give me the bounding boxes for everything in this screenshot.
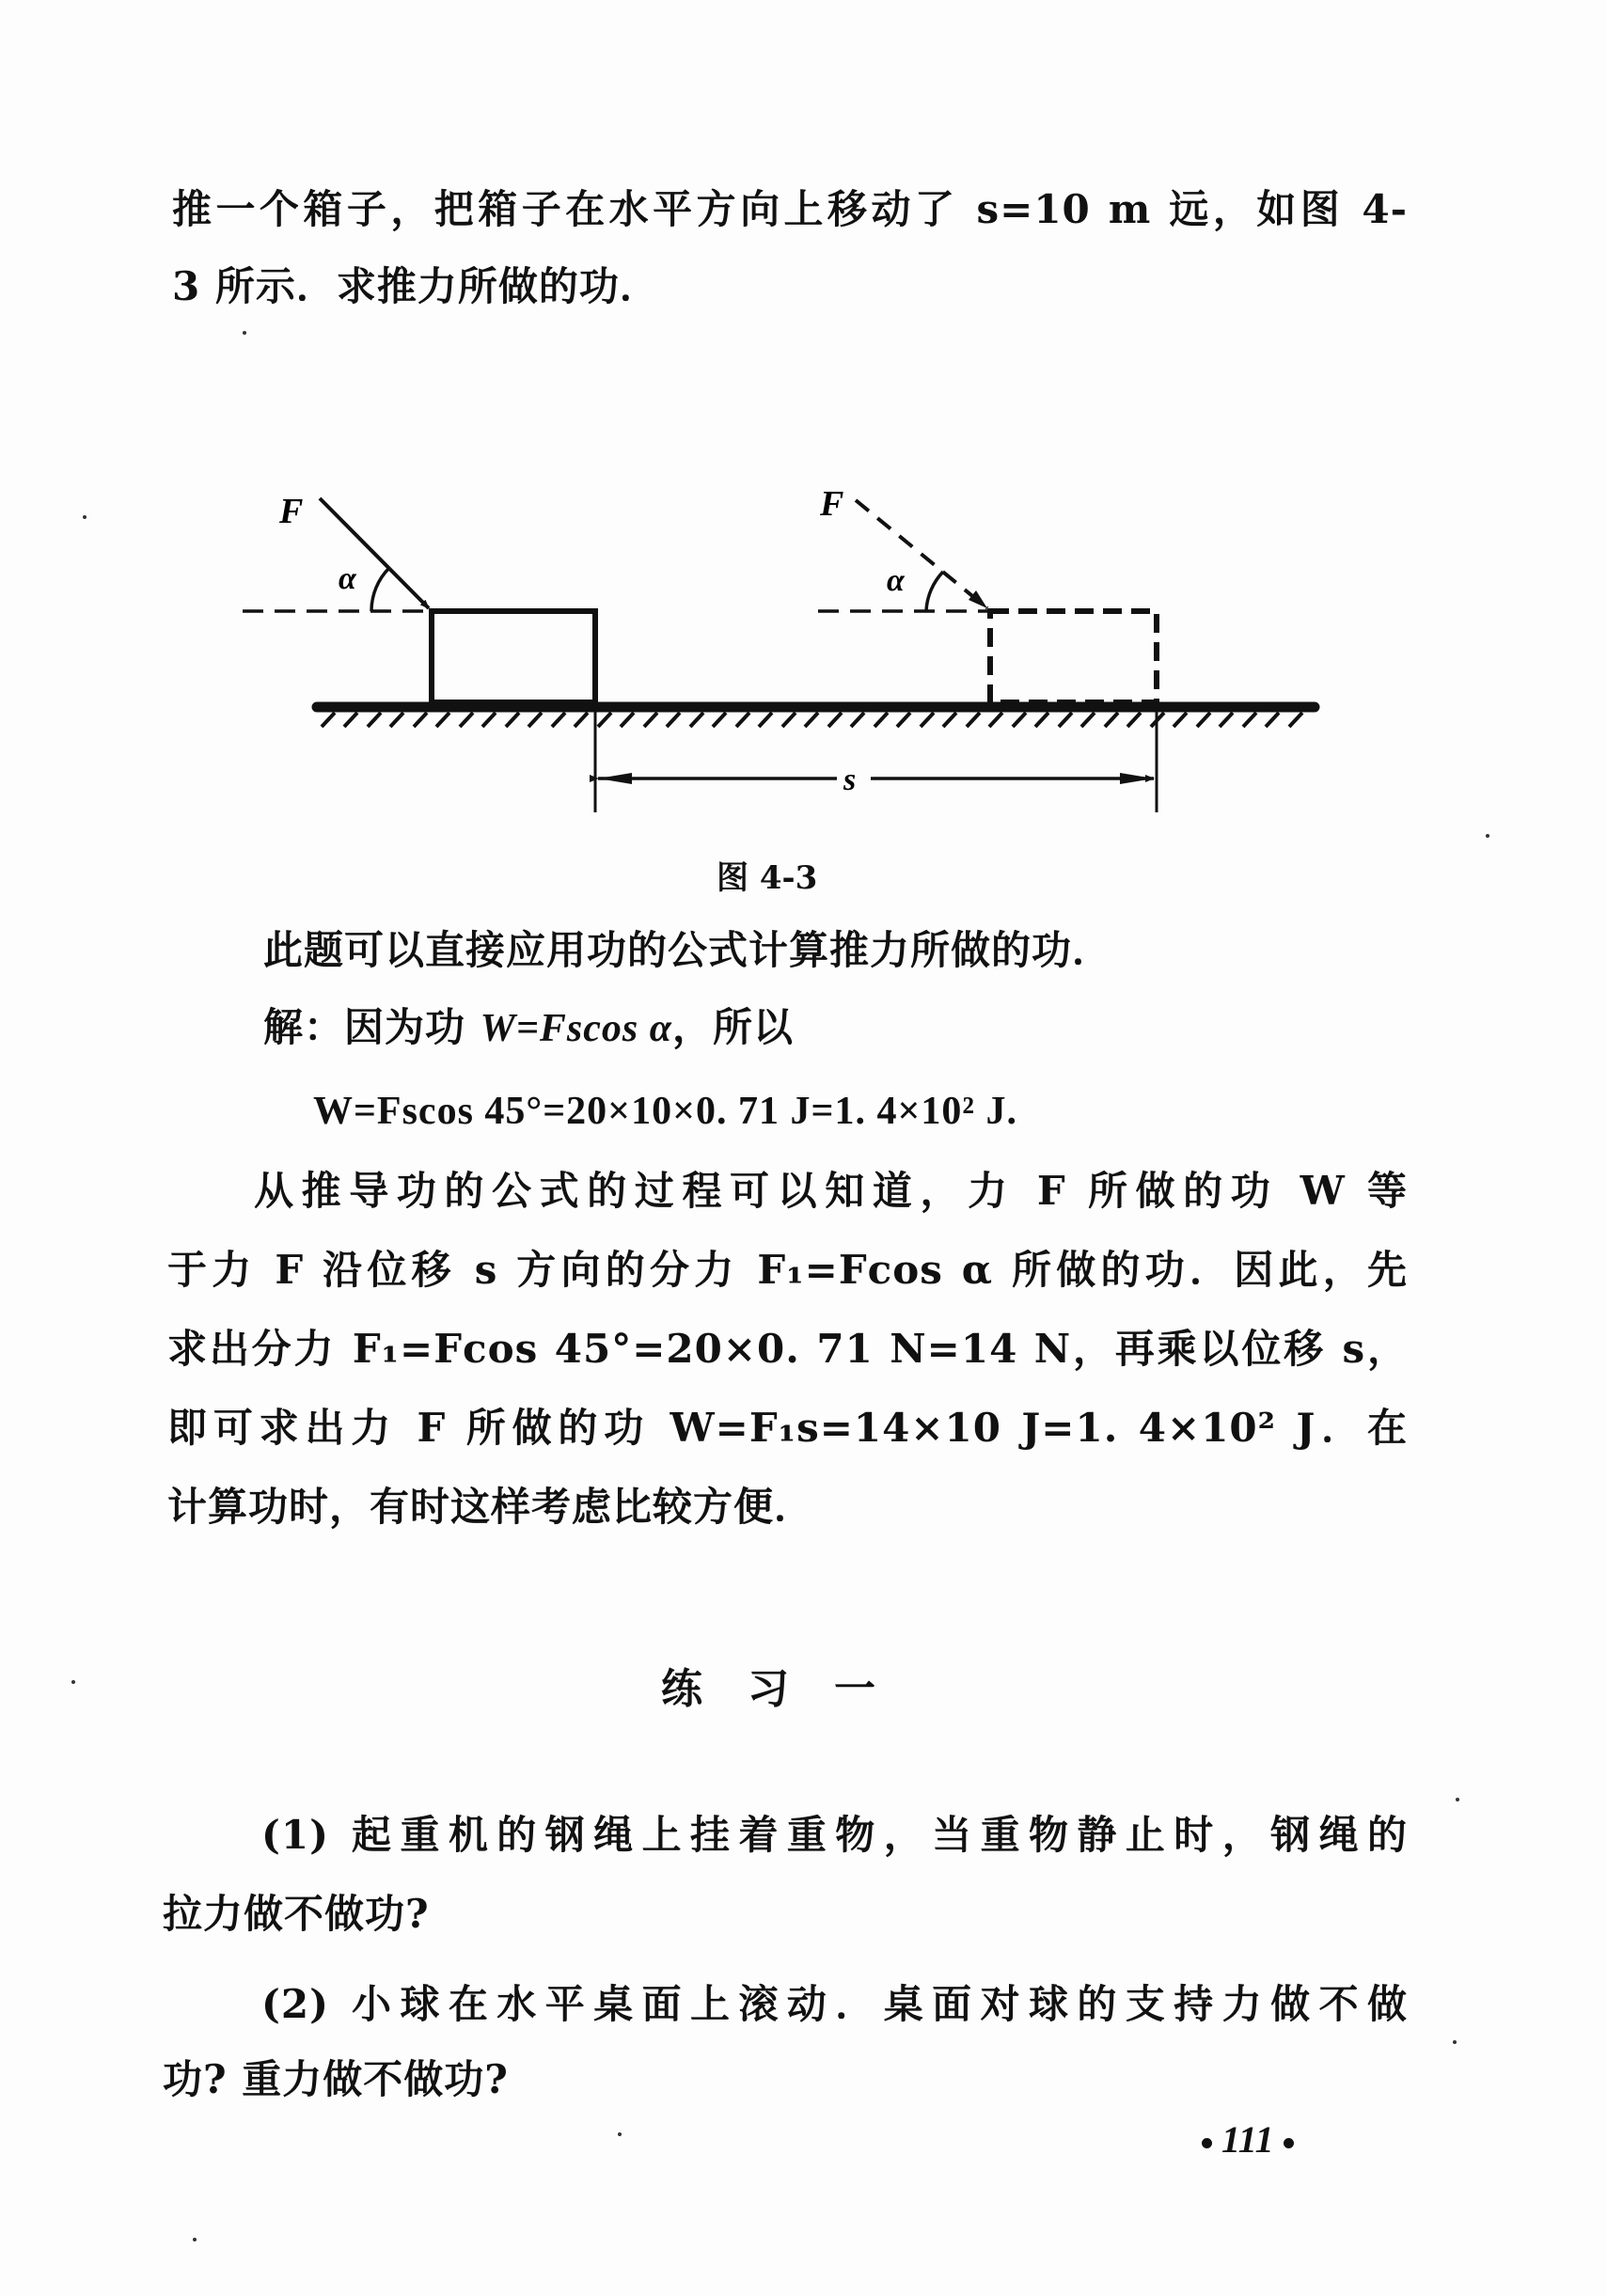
figure-caption: 图 4-3 <box>717 859 818 897</box>
scan-speck <box>1453 2040 1457 2044</box>
angle-label-right: α <box>887 563 905 598</box>
work-formula: W=Fscos α <box>480 1007 672 1050</box>
box-final <box>990 611 1157 702</box>
scan-speck <box>618 2132 622 2136</box>
force-label-right: F <box>820 484 844 524</box>
figure-4-3-diagram <box>0 0 1607 903</box>
intro-line-2: 3 所示．求推力所做的功． <box>172 263 660 309</box>
page-number-value: 111 <box>1221 2118 1274 2161</box>
box-initial <box>432 611 595 702</box>
solution-line-2-suffix: ，所以 <box>671 1004 794 1050</box>
explanation-line-1: 从推导功的公式的过程可以知道，力 F 所做的功 W 等 <box>254 1168 1408 1214</box>
solution-label: 解：因为功 <box>263 1004 481 1050</box>
angle-label-left: α <box>339 561 356 596</box>
ground-surface <box>317 707 1315 727</box>
page-number <box>1192 2117 1303 2162</box>
explanation-line-3: 求出分力 F₁=Fcos 45°=20×0. 71 N=14 N，再乘以位移 s， <box>167 1326 1408 1372</box>
calculation-formula: W=Fscos 45°=20×10×0. 71 J=1. 4×10² J. <box>313 1090 1017 1133</box>
angle-arc-left <box>371 568 389 611</box>
exercise-item-1-line-2: 拉力做不做功? <box>163 1891 430 1937</box>
scan-speck <box>83 515 87 519</box>
explanation-line-5: 计算功时，有时这样考虑比较方便． <box>167 1484 815 1530</box>
solution-line-1: 此题可以直接应用功的公式计算推力所做的功． <box>263 927 1113 973</box>
scan-speck <box>71 1680 75 1684</box>
scan-speck <box>193 2238 197 2241</box>
force-label-left: F <box>279 492 304 531</box>
intro-line-1: 推一个箱子，把箱子在水平方向上移动了 s=10 m 远，如图 4- <box>172 186 1408 232</box>
exercise-heading: 练习一 <box>661 1665 921 1713</box>
solution-line-2 <box>263 1005 794 1051</box>
exercise-item-2-line-1: (2) 小球在水平桌面上滚动．桌面对球的支持力做不做 <box>261 1981 1408 2027</box>
explanation-line-2: 于力 F 沿位移 s 方向的分力 F₁=Fcos α 所做的功．因此，先 <box>167 1247 1408 1293</box>
displacement-label: s <box>843 763 857 797</box>
exercise-item-1-line-1: (1) 起重机的钢绳上挂着重物，当重物静止时，钢绳的 <box>261 1812 1408 1858</box>
scan-speck <box>1486 834 1489 838</box>
scan-speck <box>1456 1798 1459 1801</box>
bullet-dot-icon <box>1202 2138 1212 2148</box>
explanation-line-4: 即可求出力 F 所做的功 W=F₁s=14×10 J=1. 4×10² J．在 <box>167 1405 1408 1451</box>
bullet-dot-icon <box>1284 2138 1294 2148</box>
scan-speck <box>243 331 246 335</box>
angle-arc-right <box>926 572 943 611</box>
exercise-item-2-line-2: 功? 重力做不做功? <box>163 2056 509 2102</box>
force-arrow-right <box>856 500 987 608</box>
